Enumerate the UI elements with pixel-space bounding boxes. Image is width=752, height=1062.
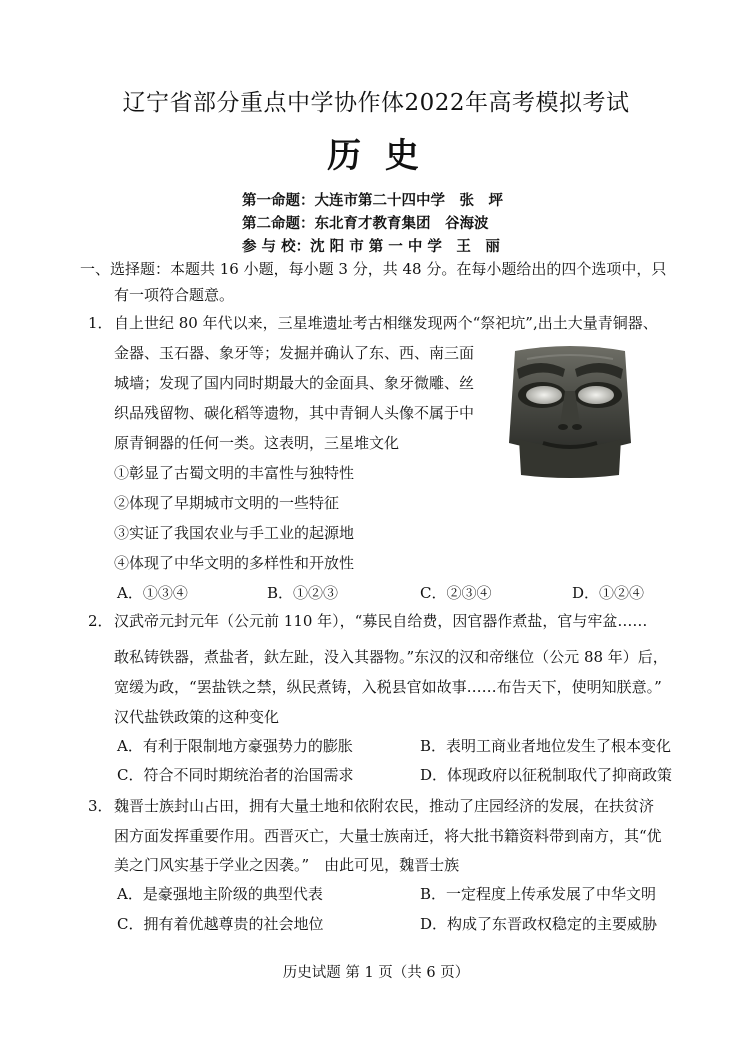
section-heading-line-2: 有一项符合题意。 [114,286,235,304]
question-2-option-a: A．有利于限制地方豪强势力的膨胀 [117,737,353,755]
question-2-line: 汉武帝元封元年（公元前 110 年），“募民自给费，因官器作煮盐，官与牢盆…… [114,612,648,630]
question-3-line: 魏晋士族封山占田，拥有大量土地和依附农民，推动了庄园经济的发展，在扶贫济 [114,797,655,815]
question-2-number: 2． [88,612,113,630]
question-3-number: 3． [88,797,113,815]
section-heading-line-1: 一、选择题：本题共 16 小题，每小题 3 分，共 48 分。在每小题给出的四个选项中，只 [80,260,667,278]
question-3-option-b: B．一定程度上传承发展了中华文明 [420,885,657,903]
question-1-statement: ④体现了中华文明的多样性和开放性 [114,554,355,572]
question-1-statement: ①彰显了古蜀文明的丰富性与独特性 [114,464,355,482]
question-1-line: 金器、玉石器、象牙等；发掘并确认了东、西、南三面 [114,344,475,362]
question-1-option-a: A．①③④ [117,584,188,602]
credit-line-3: 参 与 校：沈 阳 市 第 一 中 学 王 丽 [242,239,500,255]
question-1-line: 原青铜器的任何一类。这表明，三星堆文化 [114,434,400,452]
bronze-mask-image [497,339,643,479]
subject-title: 历 史 [327,136,425,176]
exam-title: 辽宁省部分重点中学协作体2022年高考模拟考试 [122,90,630,116]
question-2-line: 汉代盐铁政策的这种变化 [114,708,280,726]
question-1-line: 自上世纪 80 年代以来，三星堆遗址考古相继发现两个“祭祀坑”,出土大量青铜器、 [114,314,658,332]
question-1-number: 1． [88,314,113,332]
question-2-option-d: D．体现政府以征税制取代了抑商政策 [420,766,673,784]
question-1-statement: ②体现了早期城市文明的一些特征 [114,494,340,512]
question-1-option-c: C．②③④ [420,584,492,602]
credit-line-2: 第二命题：东北育才教育集团 谷海波 [242,216,489,232]
question-2-option-c: C．符合不同时期统治者的治国需求 [117,766,354,784]
question-3-line: 美之门风实基于学业之因袭。” 由此可见，魏晋士族 [114,856,460,874]
question-3-option-d: D．构成了东晋政权稳定的主要威胁 [420,915,658,933]
question-1-line: 织品残留物、碳化稻等遗物，其中青铜人头像不属于中 [114,404,475,422]
page-footer: 历史试题 第 1 页（共 6 页） [282,965,470,981]
question-1-option-b: B．①②③ [267,584,339,602]
question-3-option-a: A．是豪强地主阶级的典型代表 [117,885,323,903]
question-1-statement: ③实证了我国农业与手工业的起源地 [114,524,355,542]
question-1-option-d: D．①②④ [572,584,645,602]
question-2-line: 宽缓为政，“罢盐铁之禁，纵民煮铸，入税县官如故事……布告天下，使明知朕意。” [114,678,662,696]
question-3-option-c: C．拥有着优越尊贵的社会地位 [117,915,324,933]
credit-line-1: 第一命题：大连市第二十四中学 张 坪 [242,193,503,209]
question-2-option-b: B．表明工商业者地位发生了根本变化 [420,737,672,755]
question-3-line: 困方面发挥重要作用。西晋灭亡，大量士族南迁，将大批书籍资料带到南方，其“优 [114,827,662,845]
question-2-line: 敢私铸铁器，煮盐者，釱左趾，没入其器物。”东汉的汉和帝继位（公元 88 年）后， [114,648,668,666]
question-1-line: 城墙；发现了国内同时期最大的金面具、象牙微雕、丝 [114,374,475,392]
